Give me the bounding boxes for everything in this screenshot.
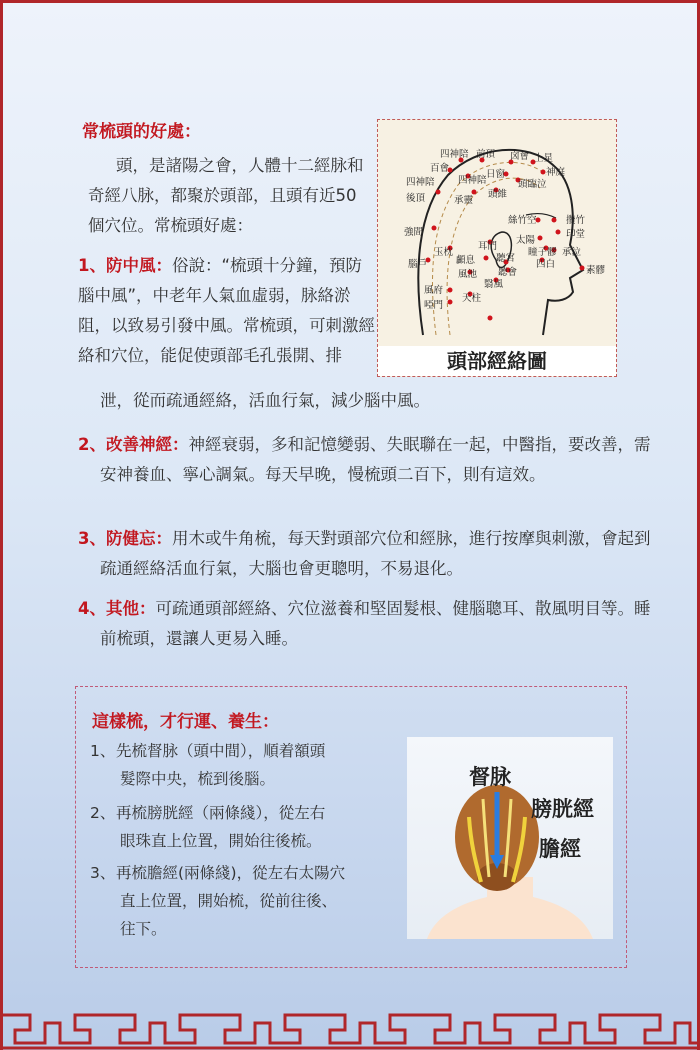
point-label: 太陽	[516, 235, 536, 246]
point-label: 強間	[404, 227, 424, 238]
step-text-continued: 直上位置，開始梳，從前往後、	[120, 892, 338, 910]
step-text: 再梳膽經(兩條綫)，從左右太陽穴	[116, 864, 346, 882]
map-caption: 頭部經絡圖	[378, 346, 616, 376]
benefit-1-label: 1、防中風：	[78, 256, 172, 275]
benefit-3-label: 3、防健忘：	[78, 529, 172, 548]
point-label: 啞門	[424, 300, 444, 311]
point-label: 四神陪	[440, 149, 469, 160]
step-text-continued: 往下。	[120, 920, 167, 938]
step-text-continued: 髮際中央，梳到後腦。	[120, 770, 276, 788]
frame-left-border	[0, 0, 3, 1050]
benefit-2	[78, 430, 660, 490]
point-label: 前頂	[476, 149, 496, 160]
intro-paragraph: 頭，是諸陽之會，人體十二經脉和奇經八脉，都聚於頭部，且頭有近50個穴位。常梳頭好處：	[88, 156, 364, 235]
figure-label-du-meridian: 督脉	[469, 765, 511, 789]
benefit-1	[78, 251, 378, 371]
point-label: 四白	[536, 259, 556, 270]
point-label: 絲竹空	[508, 215, 537, 226]
point-label: 日窗	[486, 169, 506, 180]
method-step-3	[90, 859, 390, 943]
back-of-head-figure	[407, 737, 613, 939]
step-text: 先梳督脉（頭中間），順着額頭	[116, 742, 326, 760]
step-text-continued: 眼珠直上位置，開始往後梳。	[120, 832, 322, 850]
point-label: 上星	[534, 153, 554, 164]
point-label: 顱息	[456, 255, 476, 266]
point-label: 四神陪	[406, 177, 435, 188]
point-label: 風池	[458, 269, 478, 280]
point-label: 承靈	[454, 195, 474, 206]
point-label: 印堂	[566, 229, 586, 240]
benefit-4-label: 4、其他：	[78, 599, 156, 618]
benefit-3	[78, 524, 660, 584]
point-label: 頭維	[488, 189, 508, 200]
step-number: 2、	[90, 804, 116, 822]
method-step-2	[90, 799, 390, 855]
point-label: 腦戶	[408, 259, 428, 270]
benefit-3-text: 用木或牛角梳，每天對頭部穴位和經脉，進行按摩與刺激，會起到疏通經絡活血行氣，大腦也會更聰明，不易退化。	[100, 529, 651, 578]
point-label: 攢竹	[566, 215, 586, 226]
point-label: 聽會	[498, 267, 518, 278]
step-text: 再梳膀胱經（兩條綫），從左右	[116, 804, 326, 822]
page-title: 常梳頭的好處：	[82, 122, 201, 142]
point-label: 神庭	[546, 167, 566, 178]
benefit-4	[78, 594, 660, 654]
benefit-2-text: 神經衰弱，多和記憶變弱、失眠聯在一起，中醫指，要改善，需安神養血、寧心調氣。每天早晚，慢梳頭二百下，則有這效。	[100, 435, 651, 484]
point-label: 耳門	[478, 241, 498, 252]
benefit-2-label: 2、改善神經：	[78, 435, 189, 454]
point-label: 後頂	[406, 193, 426, 204]
point-label: 聽宮	[496, 253, 516, 264]
benefit-1-continued: 泄，從而疏通經絡，活血行氣，減少腦中風。	[100, 391, 430, 410]
decorative-lattice-border	[0, 985, 700, 1050]
point-label: 素髎	[586, 265, 606, 276]
point-label: 四神陪	[458, 175, 487, 186]
combing-method-box	[75, 686, 627, 968]
method-step-1	[90, 737, 390, 793]
point-label: 風府	[424, 285, 444, 296]
frame-top-border	[0, 0, 700, 3]
point-label: 玉枕	[434, 247, 454, 258]
point-label: 百會	[430, 163, 450, 174]
method-title: 這樣梳，才行運、養生：	[92, 712, 279, 732]
figure-label-bladder-meridian: 膀胱經	[531, 797, 594, 821]
point-label: 天柱	[462, 293, 482, 304]
point-label: 承泣	[562, 247, 582, 258]
point-label: 頭臨泣	[518, 179, 547, 190]
point-label: 翳風	[484, 279, 504, 290]
point-label: 瞳子髎	[528, 247, 557, 258]
step-number: 3、	[90, 864, 116, 882]
benefit-4-text: 可疏通頭部經絡、穴位滋養和堅固髮根、健腦聰耳、散風明目等。睡前梳頭，還讓人更易入睡。	[100, 599, 651, 648]
step-number: 1、	[90, 742, 116, 760]
head-meridian-map	[377, 119, 617, 377]
figure-label-gallbladder-meridian: 膽經	[539, 837, 581, 861]
point-label: 囟會	[510, 151, 530, 162]
benefit-1-text: 俗說：“梳頭十分鐘，預防腦中風”，中老年人氣血虛弱，脉絡淤阻，以致易引發中風。常梳頭，可刺激經絡和穴位，能促使頭部毛孔張開、排	[78, 256, 375, 365]
